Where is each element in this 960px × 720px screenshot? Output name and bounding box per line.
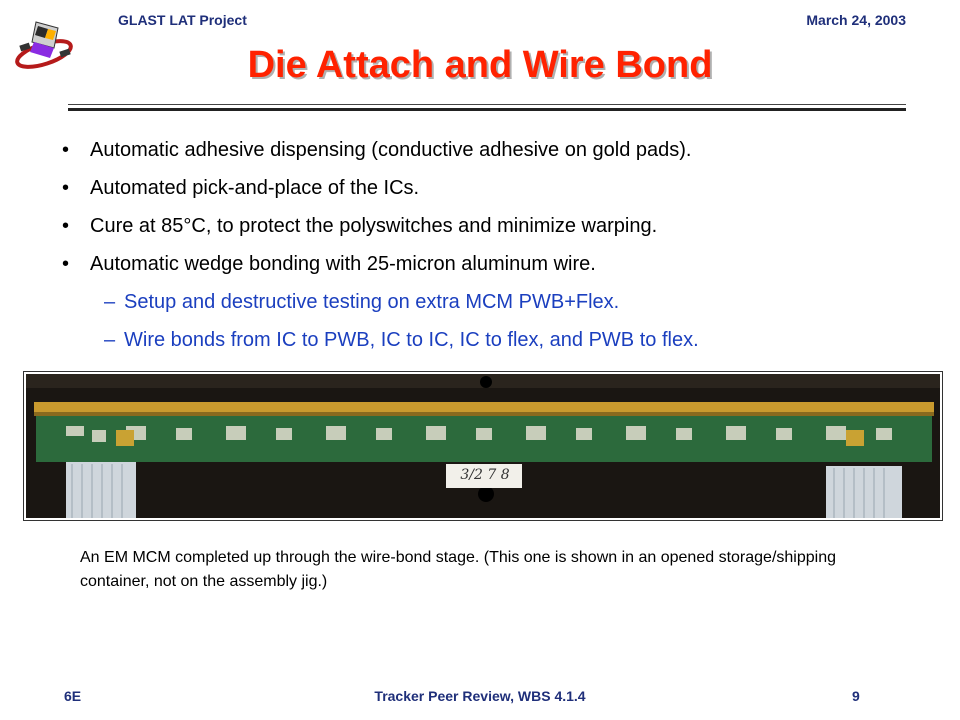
sub-bullet-item (62, 328, 942, 352)
sub-bullet-text: Setup and destructive testing on extra MCM PWB+Flex. (124, 291, 620, 313)
header-date: March 24, 2003 (806, 12, 906, 28)
bullet-dot: • (62, 215, 70, 237)
title-divider-top (68, 104, 906, 105)
photo-label-handwriting: 3/2 7 8 (460, 467, 510, 483)
sub-bullet-item (62, 290, 942, 314)
bullet-item (62, 214, 942, 238)
bullet-text: Automatic wedge bonding with 25-micron aluminum wire. (90, 253, 596, 275)
sub-bullet-text: Wire bonds from IC to PWB, IC to IC, IC to flex, and PWB to flex. (124, 329, 699, 351)
bullet-list (62, 138, 942, 366)
footer-section-id: 6E (64, 688, 82, 704)
bullet-item (62, 138, 942, 162)
bullet-text: Cure at 85°C, to protect the polyswitches and minimize warping. (90, 215, 658, 237)
bullet-dot: • (62, 139, 70, 161)
bullet-item (62, 176, 942, 200)
mcm-photo (24, 372, 942, 520)
title-divider-bottom (68, 108, 906, 111)
project-name: GLAST LAT Project (118, 12, 247, 28)
bullet-text: Automated pick-and-place of the ICs. (90, 177, 420, 199)
footer-review-title: Tracker Peer Review, WBS 4.1.4 (374, 688, 586, 704)
sub-bullet-dash: – (104, 329, 116, 351)
mcm-board-illustration (26, 374, 940, 518)
bullet-dot: • (62, 177, 70, 199)
sub-bullet-dash: – (104, 291, 116, 313)
bullet-item (62, 252, 942, 276)
bullet-text: Automatic adhesive dispensing (conductive adhesive on gold pads). (90, 139, 692, 161)
footer-page-number: 9 (852, 688, 860, 704)
bullet-dot: • (62, 253, 70, 275)
photo-caption: An EM MCM completed up through the wire-bond stage. (This one is shown in an opened storage/shipping container, not on the assembly jig.) (80, 549, 836, 590)
page-title: Die Attach and Wire Bond (247, 44, 713, 86)
